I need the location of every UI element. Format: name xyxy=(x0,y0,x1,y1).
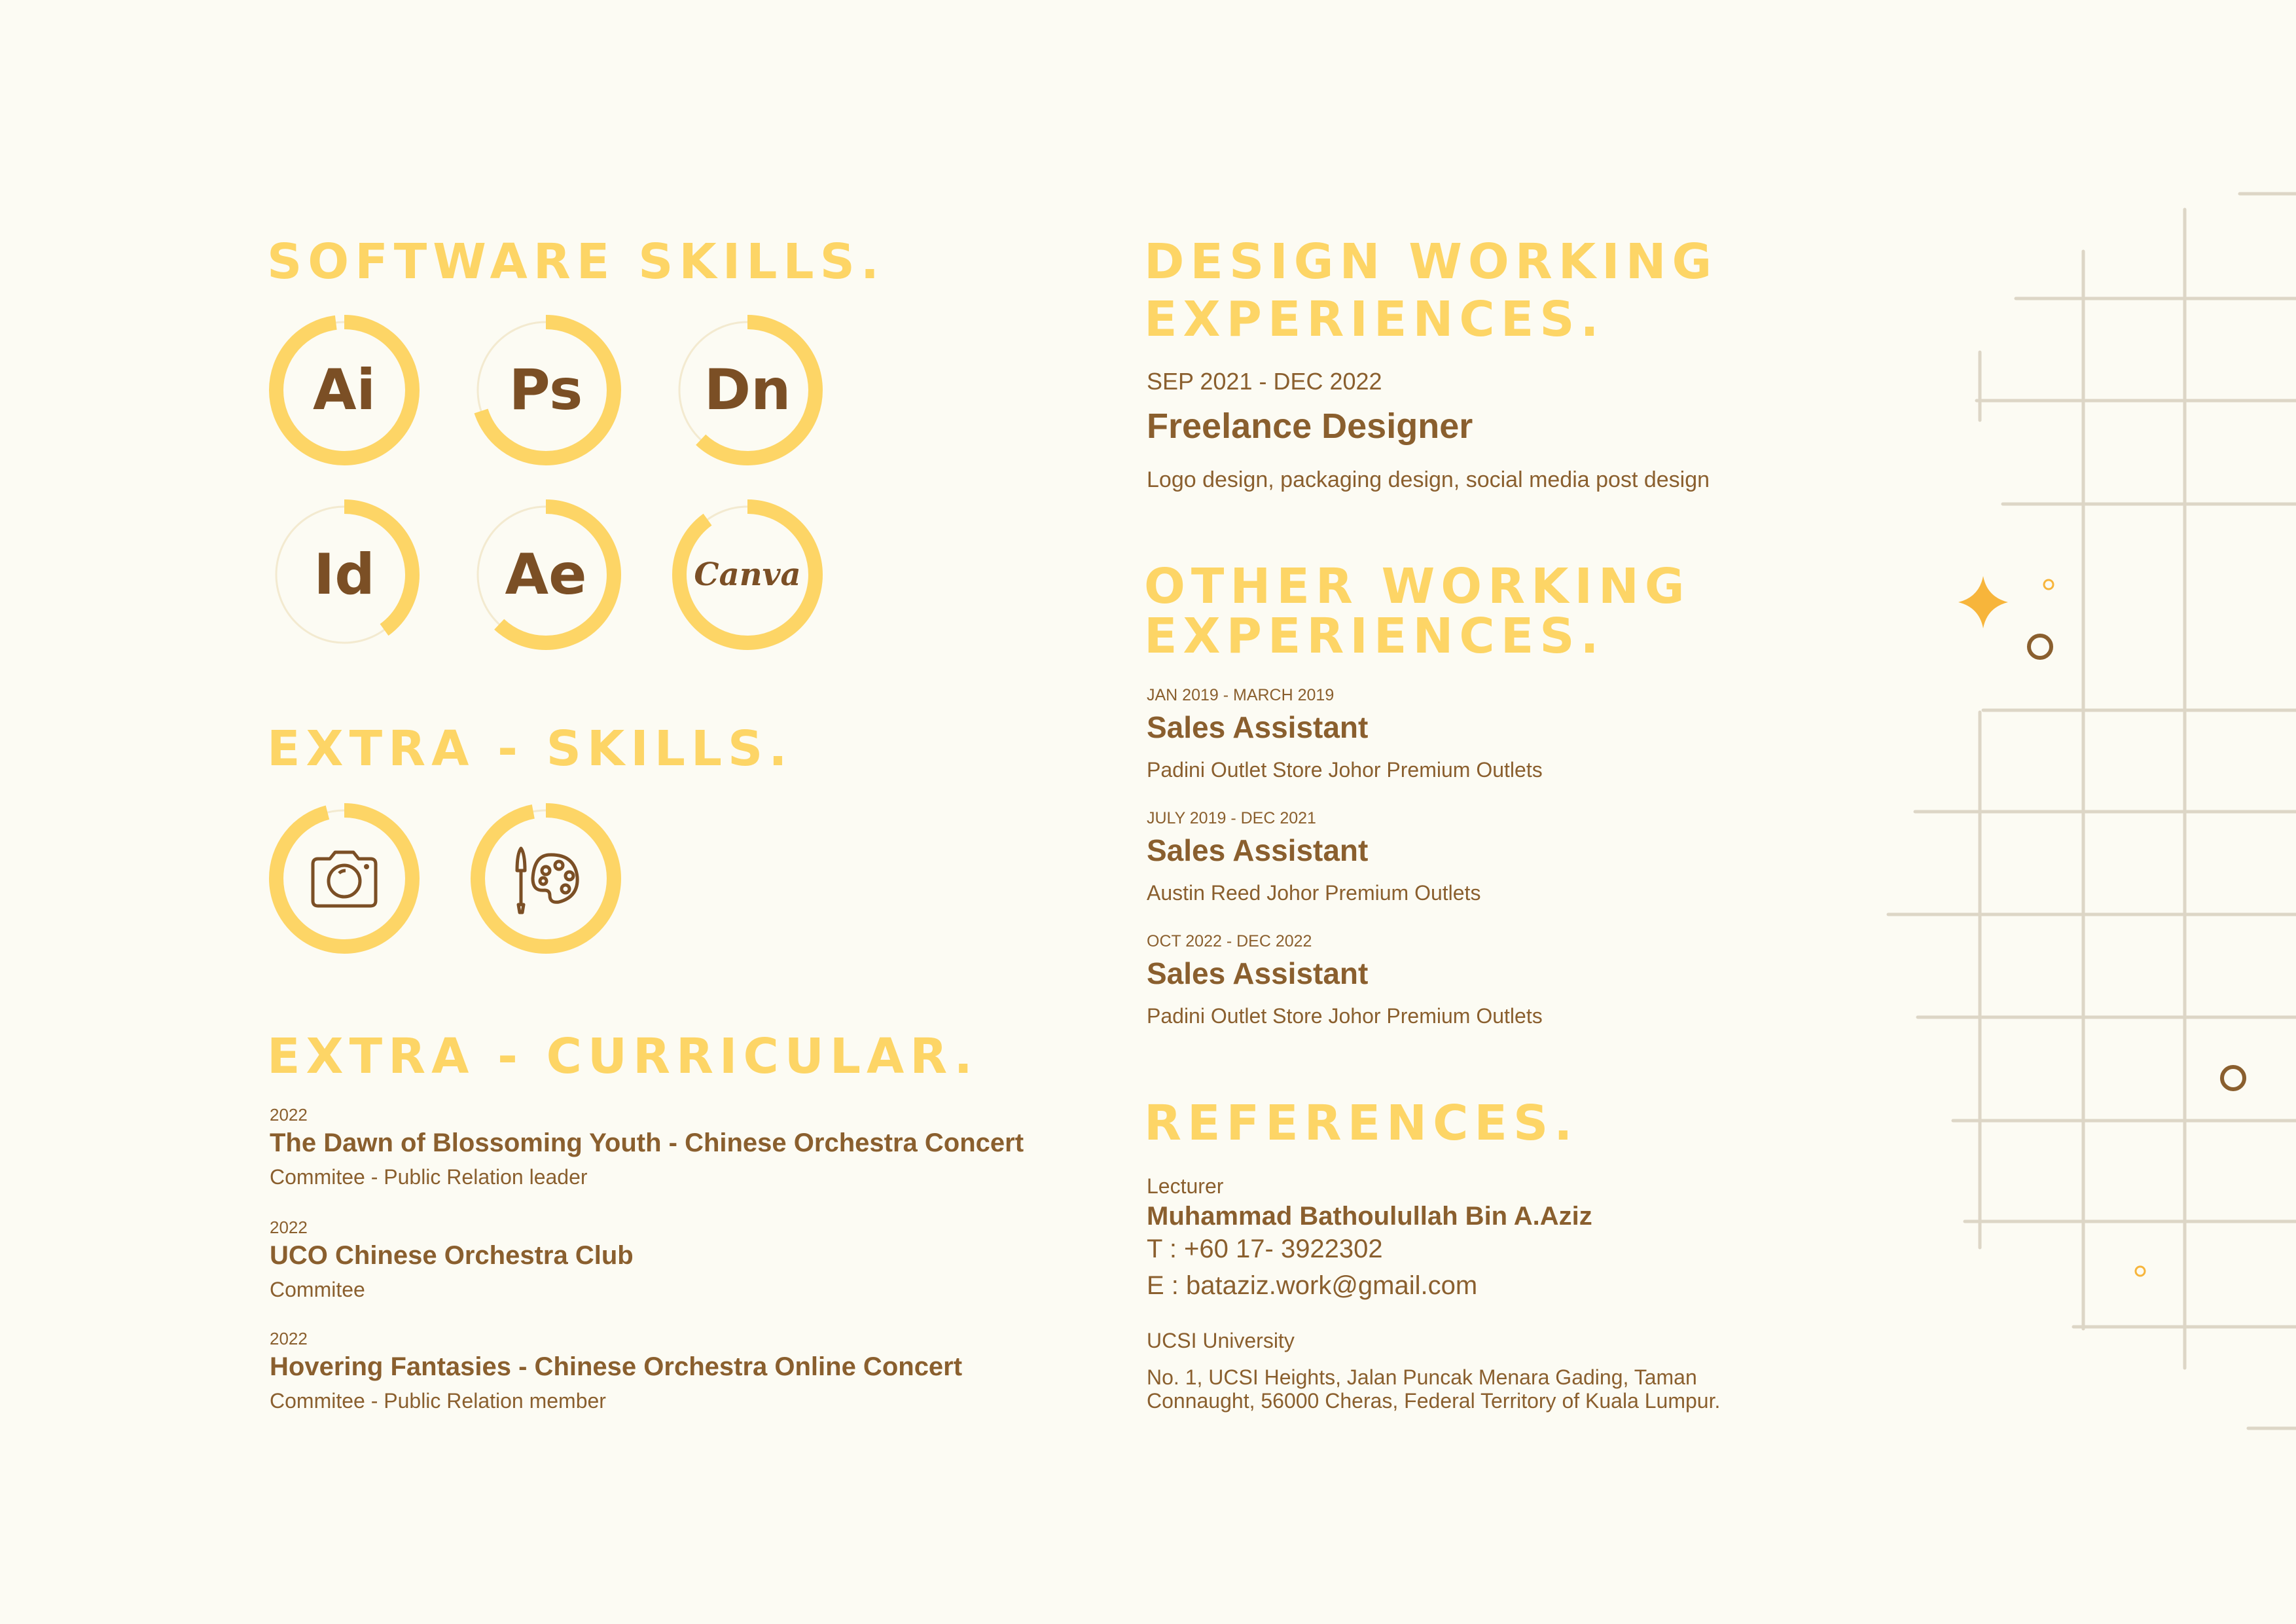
activity-title: UCO Chinese Orchestra Club xyxy=(270,1241,634,1270)
heading-line: DESIGN WORKING xyxy=(1144,234,1718,290)
activity-title: The Dawn of Blossoming Youth - Chinese Orchestra Concert xyxy=(270,1128,1024,1157)
software-skills-heading: SOFTWARE SKILLS. xyxy=(267,234,885,290)
activity-role: Commitee - Public Relation member xyxy=(270,1389,606,1413)
skill-label-ae: Ae xyxy=(505,542,587,607)
circle-icon xyxy=(2222,1067,2244,1089)
reference-name: Muhammad Bathoulullah Bin A.Aziz xyxy=(1147,1202,1592,1231)
extra-curricular-heading: EXTRA - CURRICULAR. xyxy=(267,1028,978,1085)
job-date: OCT 2022 - DEC 2022 xyxy=(1147,932,1312,950)
activity-role: Commitee xyxy=(270,1278,365,1301)
skill-label-ps: Ps xyxy=(509,357,583,423)
skill-label-id: Id xyxy=(314,542,375,607)
activity-role: Commitee - Public Relation leader xyxy=(270,1165,588,1189)
small-circle-icon xyxy=(2136,1267,2145,1276)
small-circle-icon xyxy=(2044,580,2053,589)
reference-email: E : bataziz.work@gmail.com xyxy=(1147,1271,1478,1300)
job-date: JAN 2019 - MARCH 2019 xyxy=(1147,686,1335,704)
extra-skill-ring xyxy=(268,803,420,954)
design-experience-date: SEP 2021 - DEC 2022 xyxy=(1147,368,1382,395)
reference-institution: UCSI University xyxy=(1147,1329,1295,1352)
extra-skills-heading: EXTRA - SKILLS. xyxy=(267,721,793,777)
job-title: Sales Assistant xyxy=(1147,956,1369,990)
skill-label-ai: Ai xyxy=(312,357,376,423)
heading-line: EXPERIENCES. xyxy=(1144,608,1605,664)
extra-skill-ring xyxy=(470,803,622,954)
activity-year: 2022 xyxy=(270,1105,308,1125)
job-date: JULY 2019 - DEC 2021 xyxy=(1147,809,1316,827)
skill-label-canva: Canva xyxy=(694,556,801,593)
reference-role: Lecturer xyxy=(1147,1174,1224,1198)
job-title: Sales Assistant xyxy=(1147,710,1369,744)
design-experience-title: Freelance Designer xyxy=(1147,406,1473,446)
skill-ring xyxy=(672,499,823,651)
skill-ring xyxy=(268,499,420,651)
palette-icon xyxy=(507,839,585,918)
camera-icon xyxy=(305,839,384,918)
skill-ring xyxy=(470,314,622,466)
activity-title: Hovering Fantasies - Chinese Orchestra Online Concert xyxy=(270,1352,963,1381)
job-place: Austin Reed Johor Premium Outlets xyxy=(1147,881,1481,905)
skill-ring xyxy=(470,499,622,651)
skill-label-dn: Dn xyxy=(704,357,791,423)
job-title: Sales Assistant xyxy=(1147,833,1369,867)
activity-year: 2022 xyxy=(270,1329,308,1348)
skill-ring xyxy=(672,314,823,466)
job-place: Padini Outlet Store Johor Premium Outlets xyxy=(1147,758,1543,782)
reference-address-line: Connaught, 56000 Cheras, Federal Territory of Kuala Lumpur. xyxy=(1147,1389,1721,1413)
heading-line: EXPERIENCES. xyxy=(1144,291,1605,348)
sparkle-icon xyxy=(1958,576,2008,628)
activity-year: 2022 xyxy=(270,1218,308,1237)
circle-icon xyxy=(2029,636,2051,658)
other-experience-heading xyxy=(1144,558,1691,664)
job-place: Padini Outlet Store Johor Premium Outlets xyxy=(1147,1004,1543,1028)
references-heading: REFERENCES. xyxy=(1144,1095,1579,1151)
heading-line: OTHER WORKING xyxy=(1144,558,1691,615)
skill-ring xyxy=(268,314,420,466)
reference-phone: T : +60 17- 3922302 xyxy=(1147,1235,1383,1263)
reference-address-line: No. 1, UCSI Heights, Jalan Puncak Menara Gading, Taman xyxy=(1147,1365,1697,1389)
design-experience-description: Logo design, packaging design, social media post design xyxy=(1147,467,1710,492)
design-experience-heading xyxy=(1144,233,1717,348)
